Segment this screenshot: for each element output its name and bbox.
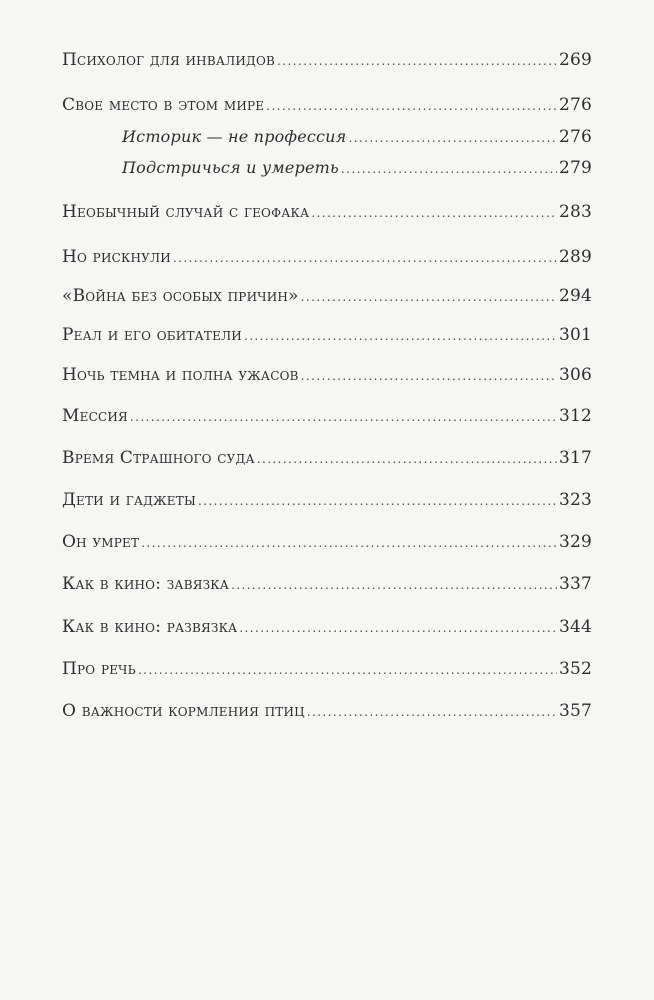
toc-entry — [62, 574, 592, 594]
dot-leader — [307, 705, 557, 719]
toc-entry — [62, 247, 592, 267]
toc-page: 323 — [558, 490, 592, 510]
toc-entry — [62, 95, 592, 115]
toc-page: 289 — [558, 247, 592, 267]
toc-page: 269 — [558, 50, 592, 70]
toc-page: 276 — [558, 95, 592, 115]
toc-entry — [62, 659, 592, 679]
dot-leader — [138, 663, 557, 677]
toc-page: 337 — [558, 574, 592, 594]
dot-leader — [257, 452, 557, 466]
dot-leader — [231, 578, 557, 592]
dot-leader — [173, 251, 557, 265]
toc-title: Необычный случай с геофака — [62, 202, 310, 222]
toc-subentry — [122, 127, 592, 147]
dot-leader — [239, 621, 557, 635]
toc-title: Психолог для инвалидов — [62, 50, 276, 70]
toc-page: 352 — [558, 659, 592, 679]
toc-entry — [62, 532, 592, 552]
toc-page: 357 — [558, 701, 592, 721]
toc-entry — [62, 490, 592, 510]
dot-leader — [348, 131, 556, 145]
toc-title: Время Страшного суда — [62, 448, 255, 468]
dot-leader — [198, 494, 557, 508]
toc-title: Как в кино: развязка — [62, 617, 238, 637]
toc-title: «Война без особых причин» — [62, 286, 299, 306]
toc-title: О важности кормления птиц — [62, 701, 305, 721]
toc-title: Про речь — [62, 659, 136, 679]
toc-entry — [62, 365, 592, 385]
toc-title: Историк — не профессия — [122, 127, 347, 146]
toc-title: Но рискнули — [62, 247, 171, 267]
dot-leader — [266, 99, 557, 113]
toc-title: Он умрет — [62, 532, 140, 552]
toc-page: 276 — [558, 127, 592, 147]
dot-leader — [130, 410, 557, 424]
toc-title: Мессия — [62, 406, 128, 426]
toc-title: Подстричься и умереть — [122, 158, 339, 177]
toc-entry — [62, 406, 592, 426]
toc-page: 329 — [558, 532, 592, 552]
dot-leader — [341, 162, 557, 176]
toc-entry — [62, 617, 592, 637]
toc-entry — [62, 448, 592, 468]
dot-leader — [301, 290, 557, 304]
dot-leader — [301, 369, 557, 383]
dot-leader — [244, 329, 557, 343]
dot-leader — [141, 536, 557, 550]
toc-page: 317 — [558, 448, 592, 468]
toc-entry — [62, 701, 592, 721]
dot-leader — [311, 206, 557, 220]
toc-title: Дети и гаджеты — [62, 490, 196, 510]
toc-page: 312 — [558, 406, 592, 426]
toc-subentry — [122, 158, 592, 178]
toc-title: Реал и его обитатели — [62, 325, 242, 345]
toc-title: Свое место в этом мире — [62, 95, 265, 115]
toc-entry — [62, 50, 592, 70]
toc-page: 344 — [558, 617, 592, 637]
toc-title: Ночь темна и полна ужасов — [62, 365, 299, 385]
toc-page: 279 — [558, 158, 592, 178]
toc-entry — [62, 202, 592, 222]
dot-leader — [277, 54, 557, 68]
toc-page: 301 — [558, 325, 592, 345]
toc-title: Как в кино: завязка — [62, 574, 230, 594]
toc-page: 306 — [558, 365, 592, 385]
toc-entry — [62, 286, 592, 306]
toc-entry — [62, 325, 592, 345]
toc-page: 283 — [558, 202, 592, 222]
toc-page: 294 — [558, 286, 592, 306]
